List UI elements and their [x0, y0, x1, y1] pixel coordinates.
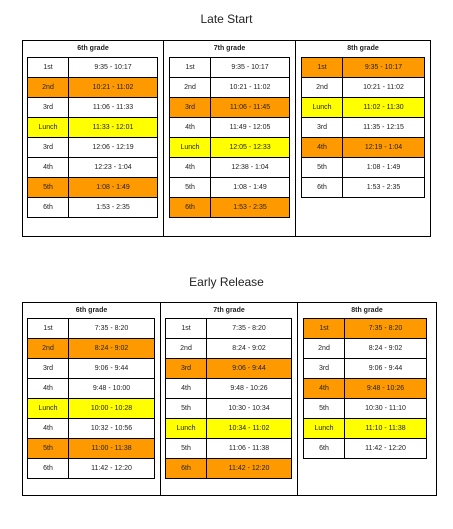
table-row — [304, 319, 427, 339]
time-cell: 10:30 - 10:34 — [207, 399, 292, 419]
table-row — [166, 399, 292, 419]
time-cell: 10:21 - 11:02 — [69, 78, 158, 98]
time-cell: 1:53 - 2:35 — [343, 178, 425, 198]
period-cell: 5th — [166, 439, 207, 459]
time-cell: 11:33 - 12:01 — [69, 118, 158, 138]
period-cell: 2nd — [28, 78, 69, 98]
time-cell: 11:02 - 11:30 — [343, 98, 425, 118]
section-title-late-start: Late Start — [200, 12, 253, 26]
time-cell: 10:32 - 10:56 — [69, 419, 155, 439]
time-cell: 11:06 - 11:38 — [207, 439, 292, 459]
time-cell: 9:48 - 10:26 — [207, 379, 292, 399]
period-cell: 6th — [170, 198, 211, 218]
late-start-schedule — [22, 40, 431, 237]
table-row — [28, 419, 155, 439]
table-row — [166, 319, 292, 339]
early-release-8th-grade — [298, 303, 436, 495]
time-cell: 1:08 - 1:49 — [343, 158, 425, 178]
time-cell: 12:23 - 1:04 — [69, 158, 158, 178]
period-cell: 5th — [166, 399, 207, 419]
table-row — [28, 78, 158, 98]
period-cell: 4th — [302, 138, 343, 158]
table-row — [302, 178, 425, 198]
table-row — [304, 439, 427, 459]
table-row — [166, 439, 292, 459]
table-row — [304, 399, 427, 419]
period-cell: 5th — [170, 178, 211, 198]
table-row — [304, 359, 427, 379]
table-row — [170, 118, 290, 138]
table-row — [302, 78, 425, 98]
period-cell: 5th — [302, 158, 343, 178]
time-cell: 10:21 - 11:02 — [211, 78, 290, 98]
period-cell: Lunch — [302, 98, 343, 118]
period-cell: 3rd — [166, 359, 207, 379]
period-cell: 5th — [28, 439, 69, 459]
schedule-table — [165, 318, 292, 479]
period-cell: Lunch — [170, 138, 211, 158]
early-release-7th-grade — [161, 303, 297, 495]
late-start-8th-grade — [296, 41, 430, 236]
time-cell: 11:00 - 11:38 — [69, 439, 155, 459]
period-cell: 6th — [166, 459, 207, 479]
time-cell: 11:42 - 12:20 — [69, 459, 155, 479]
period-cell: 6th — [302, 178, 343, 198]
period-cell: 5th — [304, 399, 345, 419]
time-cell: 9:48 - 10:00 — [69, 379, 155, 399]
time-cell: 10:30 - 11:10 — [345, 399, 427, 419]
time-cell: 10:21 - 11:02 — [343, 78, 425, 98]
table-row — [28, 439, 155, 459]
table-row — [304, 419, 427, 439]
period-cell: Lunch — [28, 118, 69, 138]
period-cell: 1st — [166, 319, 207, 339]
table-row — [170, 138, 290, 158]
table-row — [304, 379, 427, 399]
period-cell: Lunch — [28, 399, 69, 419]
schedule-table — [27, 57, 158, 218]
schedule-table — [303, 318, 427, 459]
period-cell: 2nd — [166, 339, 207, 359]
time-cell: 7:35 - 8:20 — [345, 319, 427, 339]
table-row — [166, 419, 292, 439]
table-row — [166, 459, 292, 479]
time-cell: 9:06 - 9:44 — [207, 359, 292, 379]
grade-label: 8th grade — [351, 307, 383, 314]
schedule-table — [169, 57, 290, 218]
period-cell: 4th — [166, 379, 207, 399]
late-start-7th-grade — [164, 41, 295, 236]
time-cell: 11:35 - 12:15 — [343, 118, 425, 138]
time-cell: 12:19 - 1:04 — [343, 138, 425, 158]
period-cell: 6th — [28, 198, 69, 218]
table-row — [166, 359, 292, 379]
table-row — [28, 339, 155, 359]
early-release-schedule — [22, 302, 437, 496]
table-row — [28, 118, 158, 138]
late-start-6th-grade — [23, 41, 163, 236]
schedule-table — [301, 57, 425, 198]
time-cell: 9:06 - 9:44 — [345, 359, 427, 379]
table-row — [302, 118, 425, 138]
grade-label: 7th grade — [213, 45, 246, 52]
table-row — [170, 198, 290, 218]
grade-label: 6th grade — [75, 307, 108, 314]
time-cell: 11:49 - 12:05 — [211, 118, 290, 138]
period-cell: 4th — [28, 158, 69, 178]
grade-label: 7th grade — [213, 307, 245, 314]
schedule-table — [27, 318, 155, 479]
table-row — [304, 339, 427, 359]
period-cell: 1st — [302, 58, 343, 78]
period-cell: 1st — [304, 319, 345, 339]
period-cell: 3rd — [28, 359, 69, 379]
table-row — [170, 98, 290, 118]
table-row — [302, 58, 425, 78]
grade-label: 8th grade — [347, 45, 379, 52]
table-row — [28, 379, 155, 399]
time-cell: 10:00 - 10:28 — [69, 399, 155, 419]
table-row — [28, 98, 158, 118]
period-cell: 3rd — [302, 118, 343, 138]
period-cell: 3rd — [28, 98, 69, 118]
table-row — [28, 319, 155, 339]
section-title-early-release: Early Release — [189, 275, 264, 289]
period-cell: Lunch — [304, 419, 345, 439]
time-cell: 8:24 - 9:02 — [345, 339, 427, 359]
period-cell: 2nd — [302, 78, 343, 98]
table-row — [28, 178, 158, 198]
table-row — [170, 78, 290, 98]
time-cell: 9:06 - 9:44 — [69, 359, 155, 379]
time-cell: 12:38 - 1:04 — [211, 158, 290, 178]
period-cell: 6th — [28, 459, 69, 479]
time-cell: 1:08 - 1:49 — [211, 178, 290, 198]
table-row — [166, 379, 292, 399]
period-cell: 3rd — [28, 138, 69, 158]
table-row — [28, 399, 155, 419]
table-row — [302, 138, 425, 158]
time-cell: 10:34 - 11:02 — [207, 419, 292, 439]
table-row — [302, 98, 425, 118]
time-cell: 8:24 - 9:02 — [207, 339, 292, 359]
time-cell: 8:24 - 9:02 — [69, 339, 155, 359]
early-release-6th-grade — [23, 303, 160, 495]
time-cell: 9:35 - 10:17 — [211, 58, 290, 78]
table-row — [302, 158, 425, 178]
period-cell: 2nd — [28, 339, 69, 359]
period-cell: 4th — [28, 419, 69, 439]
time-cell: 12:06 - 12:19 — [69, 138, 158, 158]
table-row — [170, 58, 290, 78]
period-cell: 4th — [304, 379, 345, 399]
time-cell: 9:35 - 10:17 — [69, 58, 158, 78]
period-cell: 1st — [28, 58, 69, 78]
period-cell: 1st — [28, 319, 69, 339]
period-cell: 3rd — [170, 98, 211, 118]
period-cell: 2nd — [170, 78, 211, 98]
table-row — [28, 158, 158, 178]
period-cell: 6th — [304, 439, 345, 459]
time-cell: 11:42 - 12:20 — [207, 459, 292, 479]
time-cell: 9:35 - 10:17 — [343, 58, 425, 78]
time-cell: 1:53 - 2:35 — [211, 198, 290, 218]
time-cell: 1:08 - 1:49 — [69, 178, 158, 198]
time-cell: 11:06 - 11:45 — [211, 98, 290, 118]
period-cell: 5th — [28, 178, 69, 198]
time-cell: 7:35 - 8:20 — [69, 319, 155, 339]
table-row — [28, 58, 158, 78]
time-cell: 1:53 - 2:35 — [69, 198, 158, 218]
time-cell: 12:05 - 12:33 — [211, 138, 290, 158]
period-cell: 2nd — [304, 339, 345, 359]
time-cell: 9:48 - 10:26 — [345, 379, 427, 399]
time-cell: 11:10 - 11:38 — [345, 419, 427, 439]
table-row — [166, 339, 292, 359]
time-cell: 11:06 - 11:33 — [69, 98, 158, 118]
period-cell: 4th — [170, 158, 211, 178]
period-cell: 4th — [28, 379, 69, 399]
table-row — [28, 198, 158, 218]
period-cell: 1st — [170, 58, 211, 78]
period-cell: 3rd — [304, 359, 345, 379]
grade-label: 6th grade — [77, 45, 109, 52]
period-cell: Lunch — [166, 419, 207, 439]
table-row — [28, 138, 158, 158]
table-row — [170, 158, 290, 178]
period-cell: 4th — [170, 118, 211, 138]
table-row — [28, 459, 155, 479]
time-cell: 7:35 - 8:20 — [207, 319, 292, 339]
time-cell: 11:42 - 12:20 — [345, 439, 427, 459]
table-row — [170, 178, 290, 198]
table-row — [28, 359, 155, 379]
